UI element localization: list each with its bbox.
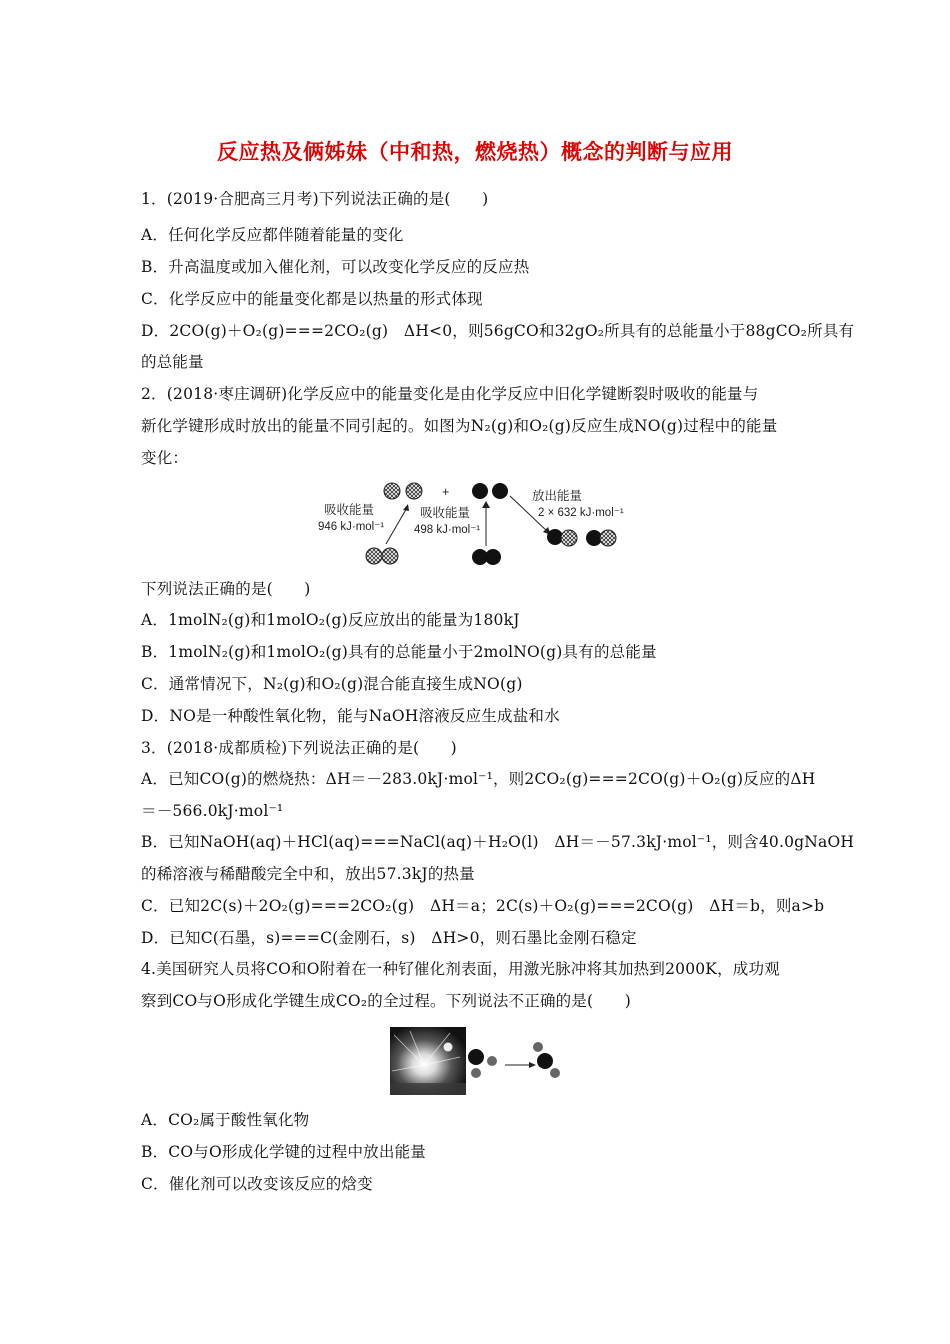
absorb-label-2: 吸收能量 bbox=[420, 506, 471, 520]
q2-option-d: D．NO是一种酸性氧化物，能与NaOH溶液反应生成盐和水 bbox=[141, 707, 560, 725]
q2-stem-line2: 新化学键形成时放出的能量不同引起的。如图为N₂(g)和O₂(g)反应生成NO(g)过程中的能量 bbox=[141, 417, 778, 435]
q1-option-d-line2: 的总能量 bbox=[141, 353, 204, 371]
absorb-value-1: 946 kJ·mol⁻¹ bbox=[318, 521, 385, 533]
absorb-value-2: 498 kJ·mol⁻¹ bbox=[414, 524, 481, 536]
q1-option-b: B．升高温度或加入催化剂，可以改变化学反应的反应热 bbox=[141, 258, 530, 276]
free-o-atom bbox=[487, 1056, 497, 1066]
o2-atom-b bbox=[485, 549, 501, 565]
n-atom-1 bbox=[384, 483, 400, 499]
no2-n-atom bbox=[600, 530, 616, 546]
q3-option-b-line1: B．已知NaOH(aq)＋HCl(aq)===NaCl(aq)＋H₂O(l) ΔH＝－57.3kJ·mol⁻¹，则含40.0gNaOH bbox=[141, 833, 855, 851]
q2-ask: 下列说法正确的是( ) bbox=[141, 580, 311, 598]
n2-atom-b bbox=[382, 548, 398, 564]
reaction-arrowhead bbox=[529, 1062, 536, 1068]
q2-option-a: A．1molN₂(g)和1molO₂(g)反应放出的能量为180kJ bbox=[141, 611, 520, 629]
n2-atom-a bbox=[366, 548, 382, 564]
arrowhead-o2 bbox=[482, 501, 490, 508]
photo-o-atom bbox=[444, 1043, 453, 1052]
plus-sign: + bbox=[442, 485, 450, 499]
co2-o-atom-1 bbox=[533, 1042, 543, 1052]
q1-stem: 1．(2019·合肥高三月考)下列说法正确的是( ) bbox=[141, 190, 489, 208]
release-label: 放出能量 bbox=[532, 489, 583, 503]
release-value: 2 × 632 kJ·mol⁻¹ bbox=[538, 507, 624, 519]
q2-stem-line3: 变化： bbox=[141, 449, 189, 467]
q2-option-c: C．通常情况下，N₂(g)和O₂(g)混合能直接生成NO(g) bbox=[141, 675, 523, 693]
co2-c-atom bbox=[537, 1053, 553, 1069]
arrow-n2-break bbox=[386, 506, 408, 544]
q3-option-d: D．已知C(石墨，s)===C(金刚石，s) ΔH>0，则石墨比金刚石稳定 bbox=[141, 929, 637, 947]
q1-option-a: A．任何化学反应都伴随着能量的变化 bbox=[141, 226, 404, 244]
arrowhead-n2 bbox=[403, 504, 409, 511]
q3-option-c: C．已知2C(s)＋2O₂(g)===2CO₂(g) ΔH＝a；2C(s)＋O₂(g)===2CO(g) ΔH＝b，则a>b bbox=[141, 897, 825, 915]
q4-option-c: C．催化剂可以改变该反应的焓变 bbox=[141, 1175, 373, 1193]
q4-stem-line1: 4.美国研究人员将CO和O附着在一种钌催化剂表面，用激光脉冲将其加热到2000K，成功观 bbox=[141, 960, 780, 978]
q1-option-c: C．化学反应中的能量变化都是以热量的形式体现 bbox=[141, 290, 483, 308]
q1-option-d-line1: D．2CO(g)＋O₂(g)===2CO₂(g) ΔH<0，则56gCO和32gO₂所具有的总能量小于88gCO₂所具有 bbox=[141, 322, 855, 340]
laser-catalyst-figure bbox=[390, 1027, 570, 1097]
catalyst-surface bbox=[390, 1083, 466, 1095]
o-atom-2 bbox=[492, 483, 508, 499]
co2-o-atom-2 bbox=[550, 1068, 560, 1078]
q3-option-a-line2: ＝－566.0kJ·mol⁻¹ bbox=[141, 802, 284, 820]
n-atom-2 bbox=[406, 483, 422, 499]
q3-stem: 3．(2018·成都质检)下列说法正确的是( ) bbox=[141, 739, 457, 757]
page-title: 反应热及俩姊妹（中和热，燃烧热）概念的判断与应用 bbox=[217, 140, 733, 164]
q2-stem-line1: 2．(2018·枣庄调研)化学反应中的能量变化是由化学反应中旧化学键断裂时吸收的能量与 bbox=[141, 385, 759, 403]
q3-option-a-line1: A．已知CO(g)的燃烧热：ΔH＝－283.0kJ·mol⁻¹，则2CO₂(g)===2CO(g)＋O₂(g)反应的ΔH bbox=[141, 770, 816, 788]
q4-option-b: B．CO与O形成化学键的过程中放出能量 bbox=[141, 1143, 426, 1161]
energy-diagram bbox=[310, 474, 640, 574]
q4-option-a: A．CO₂属于酸性氧化物 bbox=[141, 1111, 310, 1129]
co-c-atom bbox=[468, 1049, 484, 1065]
q3-option-b-line2: 的稀溶液与稀醋酸完全中和，放出57.3kJ的热量 bbox=[141, 865, 475, 883]
no1-n-atom bbox=[561, 530, 577, 546]
co-o-atom bbox=[471, 1068, 481, 1078]
absorb-label-1: 吸收能量 bbox=[324, 503, 375, 517]
q2-option-b: B．1molN₂(g)和1molO₂(g)具有的总能量小于2molNO(g)具有的总能量 bbox=[141, 643, 657, 661]
q4-stem-line2: 察到CO与O形成化学键生成CO₂的全过程。下列说法不正确的是( ) bbox=[141, 992, 631, 1010]
o-atom-1 bbox=[472, 483, 488, 499]
